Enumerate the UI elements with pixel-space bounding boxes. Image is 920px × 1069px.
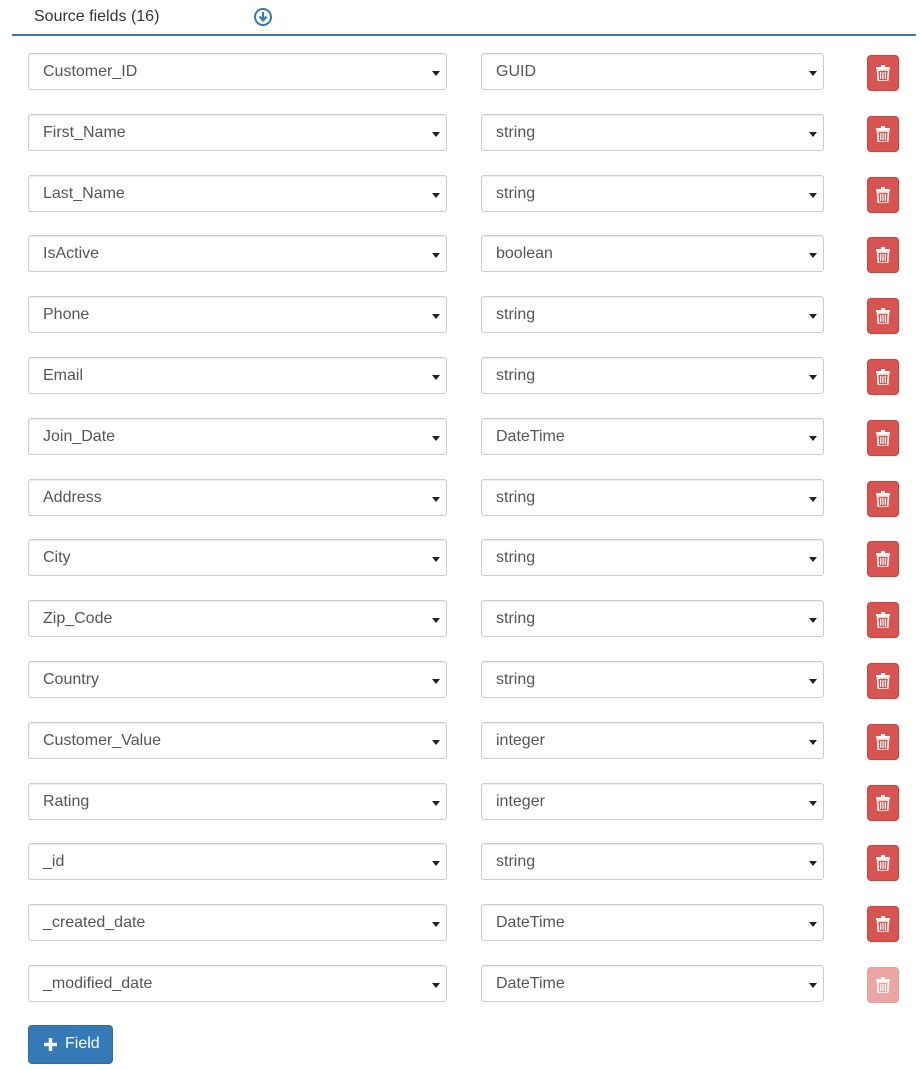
trash-icon	[876, 369, 890, 385]
caret-down-icon	[809, 557, 817, 562]
caret-down-icon	[432, 983, 440, 988]
field-name-value: Last_Name	[43, 184, 125, 202]
trash-icon	[876, 491, 890, 507]
add-field-button[interactable]	[28, 1025, 113, 1064]
section-title: Source fields (16)	[34, 8, 160, 25]
caret-down-icon	[809, 193, 817, 198]
field-name-select[interactable]	[28, 114, 447, 151]
field-name-select[interactable]	[28, 418, 447, 455]
trash-icon	[876, 308, 890, 324]
field-type-select[interactable]	[481, 965, 824, 1002]
field-type-value: string	[496, 123, 536, 141]
field-type-select[interactable]	[481, 235, 824, 272]
field-name-select[interactable]	[28, 357, 447, 394]
field-row	[0, 600, 920, 639]
caret-down-icon	[432, 253, 440, 258]
trash-icon	[876, 795, 890, 811]
field-row	[0, 843, 920, 882]
field-type-select[interactable]	[481, 479, 824, 516]
trash-icon	[876, 734, 890, 750]
field-name-value: Customer_Value	[43, 731, 161, 749]
caret-down-icon	[432, 497, 440, 502]
field-row	[0, 53, 920, 92]
caret-down-icon	[809, 618, 817, 623]
field-list	[0, 53, 920, 1026]
trash-icon	[876, 673, 890, 689]
field-row	[0, 479, 920, 518]
field-type-select[interactable]	[481, 296, 824, 333]
field-type-select[interactable]	[481, 783, 824, 820]
field-type-select[interactable]	[481, 843, 824, 880]
delete-field-button[interactable]	[867, 55, 899, 91]
delete-field-button[interactable]	[867, 541, 899, 577]
field-type-select[interactable]	[481, 661, 824, 698]
caret-down-icon	[809, 497, 817, 502]
field-type-value: string	[496, 184, 536, 202]
trash-icon	[876, 187, 890, 203]
field-type-select[interactable]	[481, 600, 824, 637]
caret-down-icon	[809, 71, 817, 76]
field-name-select[interactable]	[28, 53, 447, 90]
trash-icon	[876, 855, 890, 871]
field-type-value: DateTime	[496, 914, 565, 932]
field-name-select[interactable]	[28, 843, 447, 880]
field-type-select[interactable]	[481, 418, 824, 455]
field-type-value: string	[496, 853, 536, 871]
field-name-select[interactable]	[28, 600, 447, 637]
field-name-value: Phone	[43, 306, 90, 324]
caret-down-icon	[809, 983, 817, 988]
field-type-select[interactable]	[481, 114, 824, 151]
field-name-value: Join_Date	[43, 427, 116, 445]
field-name-select[interactable]	[28, 479, 447, 516]
trash-icon	[876, 916, 890, 932]
field-row	[0, 175, 920, 214]
field-row	[0, 296, 920, 335]
trash-icon	[876, 247, 890, 263]
caret-down-icon	[809, 436, 817, 441]
caret-down-icon	[432, 740, 440, 745]
caret-down-icon	[809, 679, 817, 684]
field-row	[0, 661, 920, 700]
delete-field-button[interactable]	[867, 481, 899, 517]
caret-down-icon	[432, 618, 440, 623]
delete-field-button[interactable]	[867, 967, 899, 1003]
field-type-value: string	[496, 306, 536, 324]
field-name-select[interactable]	[28, 296, 447, 333]
field-row	[0, 722, 920, 761]
field-type-select[interactable]	[481, 539, 824, 576]
caret-down-icon	[432, 193, 440, 198]
trash-icon	[876, 612, 890, 628]
field-type-select[interactable]	[481, 53, 824, 90]
delete-field-button[interactable]	[867, 724, 899, 760]
field-type-value: GUID	[496, 63, 536, 80]
field-type-value: DateTime	[496, 427, 565, 445]
field-name-select[interactable]	[28, 965, 447, 1002]
field-name-value: _modified_date	[43, 974, 153, 992]
trash-icon	[876, 430, 890, 446]
field-name-select[interactable]	[28, 904, 447, 941]
field-type-value: integer	[496, 792, 545, 810]
delete-field-button[interactable]	[867, 663, 899, 699]
caret-down-icon	[809, 253, 817, 258]
field-name-value: Rating	[43, 792, 90, 810]
field-name-value: _id	[43, 853, 65, 871]
field-name-value: First_Name	[43, 123, 126, 141]
trash-icon	[876, 977, 890, 993]
caret-down-icon	[432, 132, 440, 137]
caret-down-icon	[432, 557, 440, 562]
caret-down-icon	[809, 801, 817, 806]
field-name-value: Zip_Code	[43, 610, 113, 628]
caret-down-icon	[809, 861, 817, 866]
field-type-value: boolean	[496, 245, 553, 263]
caret-down-icon	[432, 375, 440, 380]
field-row	[0, 114, 920, 153]
delete-field-button[interactable]	[867, 298, 899, 334]
field-row	[0, 783, 920, 822]
caret-down-icon	[809, 922, 817, 927]
caret-down-icon	[432, 922, 440, 927]
field-row	[0, 539, 920, 578]
caret-down-icon	[432, 436, 440, 441]
section-header	[12, 0, 916, 36]
delete-field-button[interactable]	[867, 785, 899, 821]
trash-icon	[876, 126, 890, 142]
caret-down-icon	[809, 132, 817, 137]
delete-field-button[interactable]	[867, 845, 899, 881]
caret-down-icon	[809, 314, 817, 319]
field-name-value: Address	[43, 488, 102, 506]
add-field-label: Field	[65, 1035, 100, 1052]
field-type-select[interactable]	[481, 904, 824, 941]
field-type-value: integer	[496, 731, 545, 749]
field-type-value: DateTime	[496, 974, 565, 992]
field-name-value: Customer_ID	[43, 63, 138, 80]
caret-down-icon	[809, 375, 817, 380]
delete-field-button[interactable]	[867, 116, 899, 152]
field-name-select[interactable]	[28, 235, 447, 272]
field-type-value: string	[496, 610, 536, 628]
field-row	[0, 357, 920, 396]
caret-down-icon	[432, 801, 440, 806]
delete-field-button[interactable]	[867, 420, 899, 456]
delete-field-button[interactable]	[867, 177, 899, 213]
caret-down-icon	[432, 861, 440, 866]
caret-down-icon	[432, 679, 440, 684]
field-name-value: IsActive	[43, 245, 100, 263]
field-row	[0, 418, 920, 457]
circle-arrow-down-icon[interactable]	[253, 7, 273, 27]
field-name-value: Email	[43, 366, 84, 384]
field-type-select[interactable]	[481, 175, 824, 212]
field-type-value: string	[496, 366, 536, 384]
field-name-value: City	[43, 549, 71, 567]
caret-down-icon	[809, 740, 817, 745]
delete-field-button[interactable]	[867, 237, 899, 273]
field-type-select[interactable]	[481, 357, 824, 394]
field-name-value: Country	[43, 670, 100, 688]
field-row	[0, 904, 920, 943]
delete-field-button[interactable]	[867, 602, 899, 638]
field-type-value: string	[496, 488, 536, 506]
field-name-select[interactable]	[28, 539, 447, 576]
field-row	[0, 965, 920, 1004]
caret-down-icon	[432, 71, 440, 76]
trash-icon	[876, 65, 890, 81]
field-type-value: string	[496, 670, 536, 688]
field-name-select[interactable]	[28, 661, 447, 698]
field-name-value: _created_date	[43, 914, 146, 932]
field-name-select[interactable]	[28, 783, 447, 820]
field-type-value: string	[496, 549, 536, 567]
field-type-select[interactable]	[481, 722, 824, 759]
delete-field-button[interactable]	[867, 359, 899, 395]
caret-down-icon	[432, 314, 440, 319]
field-name-select[interactable]	[28, 175, 447, 212]
plus-icon	[44, 1038, 57, 1051]
delete-field-button[interactable]	[867, 906, 899, 942]
trash-icon	[876, 551, 890, 567]
field-name-select[interactable]	[28, 722, 447, 759]
field-row	[0, 235, 920, 274]
